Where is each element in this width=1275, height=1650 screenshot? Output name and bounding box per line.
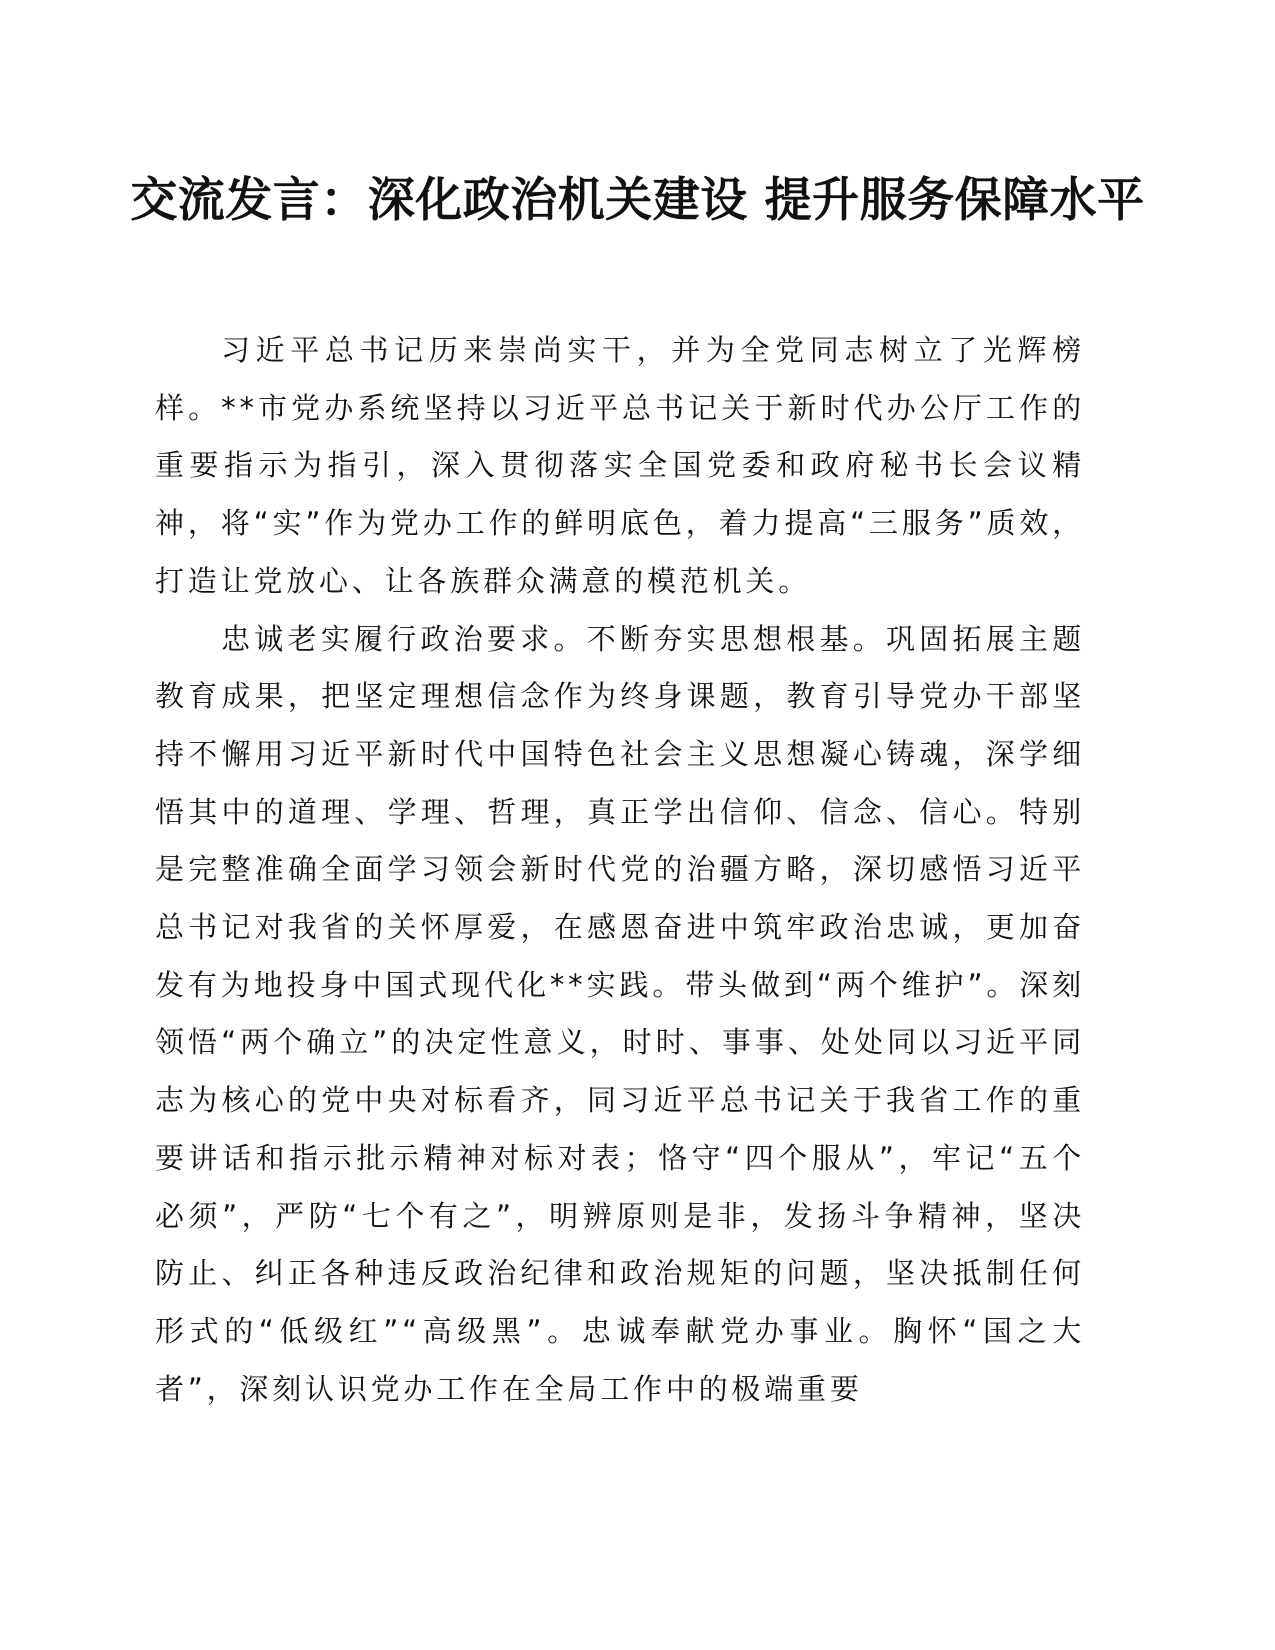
document-title: 交流发言：深化政治机关建设 提升服务保障水平 [130, 173, 1145, 228]
document-body [155, 322, 1085, 1418]
paragraph-loyalty: 忠诚老实履行政治要求。不断夯实思想根基。巩固拓展主题教育成果，把坚定理想信念作为终身课题，教育引导党办干部坚持不懈用习近平新时代中国特色社会主义思想凝心铸魂，深学细悟其中的道理、学理、哲理，真正学出信仰、信念、信心。特别是完整准确全面学习领会新时代党的治疆方略，深切感悟习近平总书记对我省的关怀厚爱，在感恩奋进中筑牢政治忠诚，更加奋发有为地投身中国式现代化**实践。带头做到“两个维护”。深刻领悟“两个确立”的决定性意义，时时、事事、处处同以习近平同志为核心的党中央对标看齐，同习近平总书记关于我省工作的重要讲话和指示批示精神对标对表；恪守“四个服从”，牢记“五个必须”，严防“七个有之”，明辨原则是非，发扬斗争精神，坚决防止、纠正各种违反政治纪律和政治规矩的问题，坚决抵制任何形式的“低级红”“高级黑”。忠诚奉献党办事业。胸怀“国之大者”，深刻认识党办工作在全局工作中的极端重要 [155, 621, 1085, 1406]
paragraph-intro: 习近平总书记历来崇尚实干，并为全党同志树立了光辉榜样。**市党办系统坚持以习近平总书记关于新时代办公厅工作的重要指示为指引，深入贯彻落实全国党委和政府秘书长会议精神，将“实”作为党办工作的鲜明底色，着力提高“三服务”质效，打造让党放心、让各族群众满意的模范机关。 [155, 333, 1085, 598]
